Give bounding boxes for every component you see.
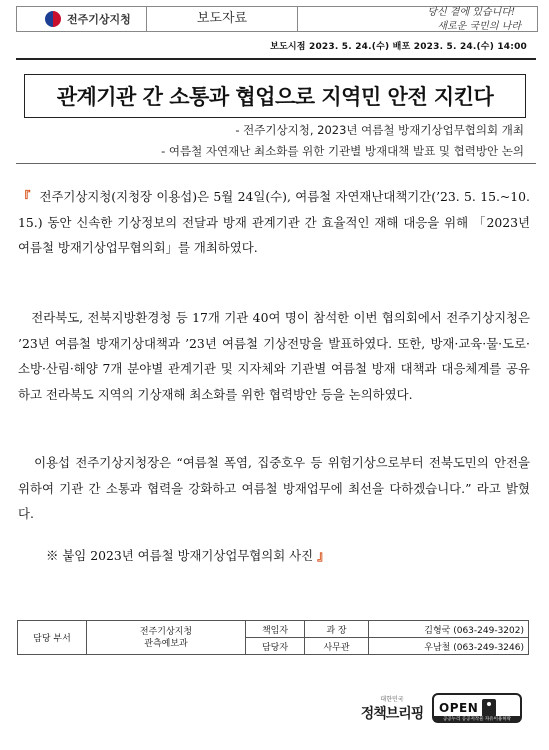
person-cell: 우남철 (063-249-3246) [369,638,529,655]
dept-label: 담당 부서 [18,621,87,655]
slogan-line-2: 새로운 국민의 나라 [437,21,521,32]
header-rule [16,58,536,60]
release-date: 보도시점 2023. 5. 24.(수) 배포 2023. 5. 24.(수) 14:00 [270,42,527,52]
title-cell: 사무관 [305,638,369,655]
open-label: OPEN [439,701,479,715]
agency-logo [17,7,147,31]
open-license-badge [432,693,522,723]
contact-table [17,620,529,655]
role-cell: 책임자 [246,621,305,638]
dept-name-line-1: 전주기상지청 [139,626,193,637]
open-bracket: 『 [18,189,31,204]
paragraph-2-text: 전라북도, 전북지방환경청 등 17개 기관 40여 명이 참석한 이번 협의회에서 전주기상지청은 ’23년 여름철 방재기상대책과 ’23년 여름철 기상전망을 발표하였다. 또한, 방재·교육·물·도로·소방·산림·해양 7개 분야별 관계기관 및 지자체와 기관별 여름철 방재 대책과 대응체계를 공유하고 전라북도 지역의 기상재해 최소화를 위한 협력방안 등을 논의하였다. [18,310,530,402]
subtitle-rule [16,163,536,164]
paragraph-3 [18,450,530,527]
dept-name [87,621,246,655]
policy-briefing-name: 정책브리핑 [360,706,424,722]
paragraph-2 [18,305,530,407]
header-bar [16,6,538,32]
paragraph-1-text: 전주기상지청(지청장 이용섭)은 5월 24일(수), 여름철 자연재난대책기간(’23. 5. 15.~10. 15.) 동안 신속한 기상정보의 전달과 방재 관계기관 간 효율적인 재해 대응을 위해 「2023년 여름철 방재기상업무협의회」를 개최하였다. [18,189,530,255]
title-cell: 과 장 [305,621,369,638]
policy-briefing-small: 대한민국 [380,696,404,703]
open-sub-label: 공공누리 공공저작물 자유이용허락 [434,716,520,722]
title-box [24,74,526,118]
attachment-note-text: ※ 붙임 2023년 여름철 방재기상업무협의회 사진 [46,548,314,563]
paragraph-3-text: 이용섭 전주기상지청장은 “여름철 폭염, 집중호우 등 위험기상으로부터 전북도민의 안전을 위하여 기관 간 소통과 협력을 강화하고 여름철 방재업무에 최선을 다하겠습니다.” 라고 밝혔다. [18,455,530,521]
table-row [18,621,529,638]
person-cell: 김형국 (063-249-3202) [369,621,529,638]
subtitle-2: - 여름철 자연재난 최소화를 위한 기관별 방재대책 발표 및 협력방안 논의 [161,144,524,158]
attachment-note [46,543,549,569]
doc-type-label: 보도자료 [147,7,298,31]
headline: 관계기관 간 소통과 협업으로 지역민 안전 지킨다 [56,85,494,109]
person-icon [482,699,496,717]
slogan [298,7,537,31]
close-bracket: 』 [317,548,330,563]
role-cell: 담당자 [246,638,305,655]
policy-briefing-logo [358,694,426,723]
slogan-line-1: 당신 곁에 있습니다! [427,7,515,18]
dept-name-line-2: 관측예보과 [144,638,188,649]
subtitle-1: - 전주기상지청, 2023년 여름철 방재기상업무협의회 개최 [235,123,524,137]
taegeuk-emblem-icon [45,11,61,27]
agency-logo-text: 전주기상지청 [67,13,131,26]
paragraph-1 [18,184,530,261]
